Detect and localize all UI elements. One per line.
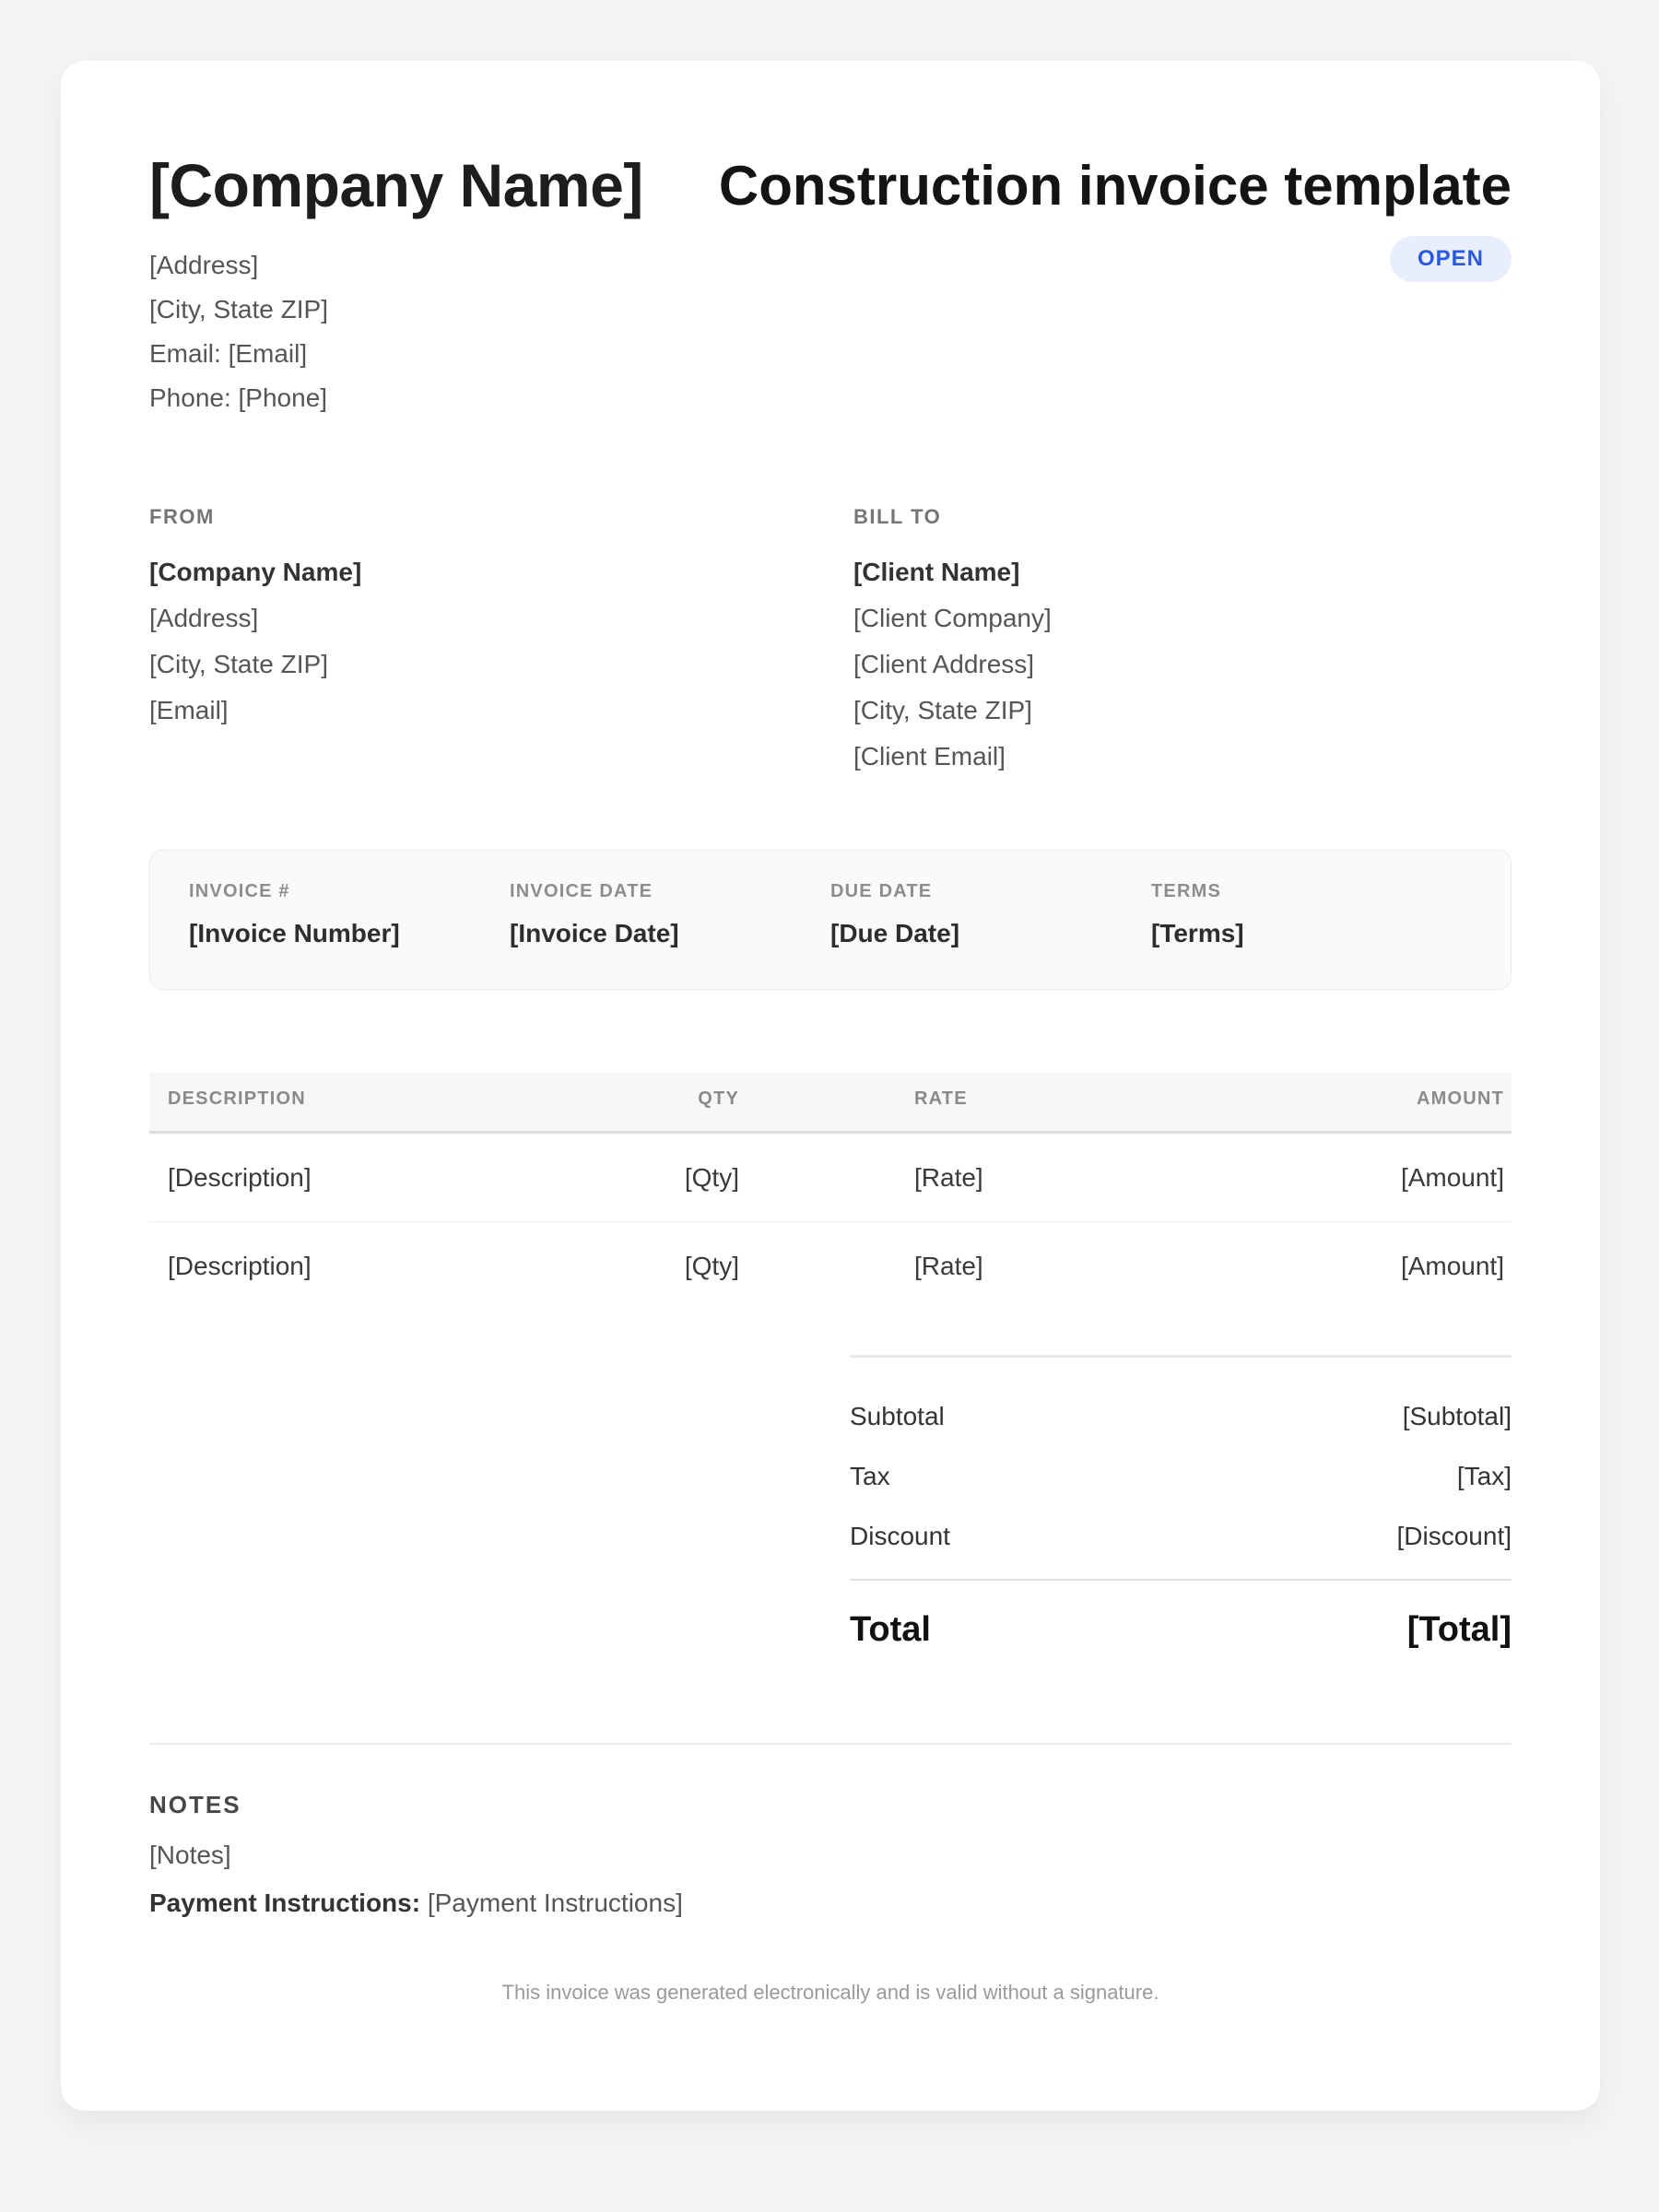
column-header-amount: AMOUNT	[1417, 1088, 1504, 1109]
notes-value: [Notes]	[149, 1841, 231, 1869]
bill-to-label: BILL TO	[853, 505, 942, 528]
due-date-label: DUE DATE	[830, 881, 933, 901]
totals-section	[850, 1355, 1512, 1647]
column-header-qty: QTY	[698, 1088, 739, 1109]
notes-heading: NOTES	[149, 1791, 241, 1818]
terms-value: [Terms]	[1151, 919, 1244, 947]
parties-section	[149, 507, 1512, 780]
row-amount: [Amount]	[1400, 1252, 1504, 1280]
company-phone: Phone: [Phone]	[149, 383, 328, 412]
invoice-date-label: INVOICE DATE	[510, 881, 653, 901]
tax-label: Tax	[850, 1462, 890, 1490]
payment-instructions-label: Payment Instructions:	[149, 1888, 421, 1917]
payment-instructions-value: [Payment Instructions]	[427, 1888, 683, 1917]
grand-total-row	[850, 1612, 1512, 1647]
company-address: [Address]	[149, 251, 259, 279]
table-header-row	[149, 1073, 1512, 1134]
title-block	[719, 146, 1512, 282]
row-qty: [Qty]	[684, 1162, 739, 1192]
from-company-name: [Company Name]	[149, 558, 362, 586]
subtotal-value: [Subtotal]	[1402, 1402, 1512, 1430]
total-divider	[850, 1579, 1512, 1581]
from-label: FROM	[149, 505, 215, 528]
notes-section	[149, 1743, 1512, 2003]
discount-row	[850, 1524, 1512, 1549]
total-value: [Total]	[1406, 1610, 1512, 1649]
row-rate: [Rate]	[914, 1252, 983, 1280]
column-header-rate: RATE	[914, 1088, 968, 1109]
column-header-description: DESCRIPTION	[168, 1088, 306, 1109]
meta-terms	[1151, 882, 1472, 947]
company-block	[149, 146, 643, 420]
company-name: [Company Name]	[149, 151, 643, 219]
meta-invoice-number	[189, 882, 510, 947]
from-block	[149, 507, 853, 780]
invoice-card	[61, 61, 1600, 2111]
meta-invoice-date	[510, 882, 830, 947]
subtotal-label: Subtotal	[850, 1402, 945, 1430]
client-company: [Client Company]	[853, 604, 1052, 632]
terms-label: TERMS	[1151, 881, 1221, 901]
row-description: [Description]	[168, 1162, 312, 1192]
discount-label: Discount	[850, 1522, 950, 1550]
due-date-value: [Due Date]	[830, 919, 960, 947]
client-address: [Client Address]	[853, 650, 1035, 678]
totals-top-divider	[850, 1355, 1512, 1358]
from-email: [Email]	[149, 696, 229, 724]
invoice-number-label: INVOICE #	[189, 881, 290, 901]
invoice-meta-box	[149, 850, 1512, 990]
row-description: [Description]	[168, 1252, 312, 1280]
bill-to-block	[853, 507, 1512, 780]
invoice-header	[149, 146, 1512, 420]
company-city-state-zip: [City, State ZIP]	[149, 295, 328, 324]
tax-row	[850, 1464, 1512, 1489]
client-name: [Client Name]	[853, 558, 1020, 586]
row-amount: [Amount]	[1400, 1162, 1504, 1192]
client-email: [Client Email]	[853, 742, 1006, 771]
meta-due-date	[830, 882, 1151, 947]
payment-instructions-line	[149, 1890, 1512, 1916]
electronic-signature-note: This invoice was generated electronically and is valid without a signature.	[501, 1981, 1159, 2004]
table-row	[149, 1222, 1512, 1311]
tax-value: [Tax]	[1456, 1462, 1512, 1490]
client-city-state-zip: [City, State ZIP]	[853, 696, 1032, 724]
line-items-table	[149, 1073, 1512, 1311]
row-qty: [Qty]	[684, 1252, 739, 1280]
page-title: Construction invoice template	[718, 155, 1512, 217]
from-city-state-zip: [City, State ZIP]	[149, 650, 328, 678]
status-badge-open[interactable]: OPEN	[1390, 236, 1512, 282]
company-email: Email: [Email]	[149, 339, 308, 368]
invoice-number-value: [Invoice Number]	[189, 919, 400, 947]
table-row	[149, 1134, 1512, 1222]
invoice-date-value: [Invoice Date]	[510, 919, 679, 947]
discount-value: [Discount]	[1396, 1522, 1512, 1550]
subtotal-row	[850, 1404, 1512, 1430]
from-address: [Address]	[149, 604, 259, 632]
row-rate: [Rate]	[914, 1162, 983, 1192]
total-label: Total	[850, 1610, 931, 1649]
